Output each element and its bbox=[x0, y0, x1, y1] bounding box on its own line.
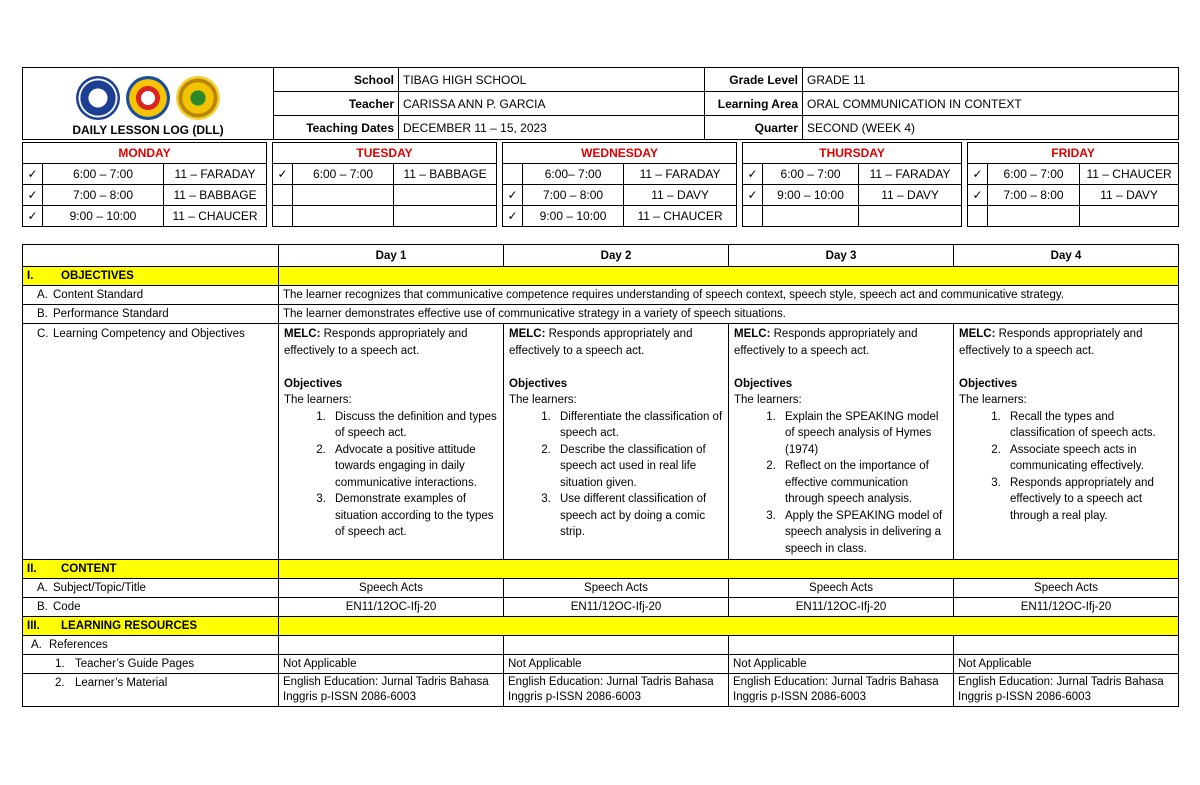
class-section bbox=[859, 206, 962, 227]
row-label-text: References bbox=[49, 639, 108, 651]
check-cell bbox=[743, 206, 763, 227]
class-time: 9:00 – 10:00 bbox=[43, 206, 164, 227]
tibag-high-school-seal-icon bbox=[176, 76, 220, 120]
section-title: LEARNING RESOURCES bbox=[61, 620, 198, 632]
class-section: 11 – DAVY bbox=[624, 185, 737, 206]
melc-text bbox=[509, 326, 723, 359]
logo-cell bbox=[23, 68, 274, 140]
objective-item: 1. Differentiate the classification of speech act. bbox=[554, 409, 723, 442]
grade-level-value: GRADE 11 bbox=[803, 68, 1179, 92]
quarter-label: Quarter bbox=[705, 116, 803, 140]
check-icon: ✓ bbox=[23, 206, 43, 227]
class-section: 11 – FARADAY bbox=[624, 164, 737, 185]
learners-material-value: English Education: Jurnal Tadris Bahasa Inggris p-ISSN 2086-6003 bbox=[279, 674, 504, 707]
row-label-text: Subject/Topic/Title bbox=[53, 582, 146, 594]
row-label-text: Code bbox=[53, 601, 81, 613]
objectives-cell bbox=[729, 324, 954, 560]
department-of-education-seal-icon bbox=[126, 76, 170, 120]
check-icon: ✓ bbox=[503, 206, 523, 227]
check-icon: ✓ bbox=[968, 164, 988, 185]
teachers-guide-value: Not Applicable bbox=[504, 655, 729, 674]
objectives-list bbox=[779, 409, 948, 558]
class-section: 11 – FARADAY bbox=[164, 164, 267, 185]
row-letter: C. bbox=[37, 328, 49, 340]
deped-seal-icon bbox=[76, 76, 120, 120]
check-cell bbox=[273, 185, 293, 206]
objective-item: 2. Associate speech acts in communicating effectively. bbox=[1004, 442, 1173, 475]
class-section: 11 – DAVY bbox=[1080, 185, 1179, 206]
code-label bbox=[23, 598, 279, 617]
objectives-cell bbox=[279, 324, 504, 560]
objective-item: 3. Responds appropriately and effectively to a speech act through a real play. bbox=[1004, 475, 1173, 525]
check-icon: ✓ bbox=[968, 185, 988, 206]
learners-intro: The learners: bbox=[734, 394, 802, 406]
section-fill bbox=[279, 267, 1179, 286]
objectives-heading: Objectives bbox=[959, 377, 1018, 390]
objective-item: 1. Discuss the definition and types of speech act. bbox=[329, 409, 498, 442]
code-value: EN11/12OC-Ifj-20 bbox=[729, 598, 954, 617]
code-value: EN11/12OC-Ifj-20 bbox=[279, 598, 504, 617]
teacher-label: Teacher bbox=[274, 92, 399, 116]
subject-value: Speech Acts bbox=[729, 579, 954, 598]
quarter-value: SECOND (WEEK 4) bbox=[803, 116, 1179, 140]
class-time: 7:00 – 8:00 bbox=[43, 185, 164, 206]
section-title: OBJECTIVES bbox=[61, 270, 134, 282]
objectives-cell bbox=[504, 324, 729, 560]
check-cell bbox=[968, 206, 988, 227]
blank-cell bbox=[504, 636, 729, 655]
learners-material-value: English Education: Jurnal Tadris Bahasa Inggris p-ISSN 2086-6003 bbox=[729, 674, 954, 707]
blank-cell bbox=[279, 636, 504, 655]
lesson-plan-table bbox=[22, 244, 1179, 707]
class-section: 11 – BABBAGE bbox=[164, 185, 267, 206]
teachers-guide-value: Not Applicable bbox=[954, 655, 1179, 674]
class-section bbox=[394, 185, 497, 206]
objectives-cell bbox=[954, 324, 1179, 560]
row-label-text: Teacher’s Guide Pages bbox=[75, 658, 195, 670]
class-time: 6:00 – 7:00 bbox=[43, 164, 164, 185]
melc-label: MELC: bbox=[509, 328, 546, 340]
performance-standard-value: The learner demonstrates effective use of communicative strategy in a variety of speech situations. bbox=[279, 305, 1179, 324]
day-name-thursday: THURSDAY bbox=[743, 143, 962, 164]
objectives-heading: Objectives bbox=[734, 377, 793, 390]
section-content bbox=[23, 560, 279, 579]
objectives-heading: Objectives bbox=[509, 377, 568, 390]
class-section: 11 – CHAUCER bbox=[1080, 164, 1179, 185]
teaching-dates-label: Teaching Dates bbox=[274, 116, 399, 140]
class-section: 11 – CHAUCER bbox=[624, 206, 737, 227]
day-header: Day 3 bbox=[729, 245, 954, 267]
grade-level-label: Grade Level bbox=[705, 68, 803, 92]
check-icon: ✓ bbox=[743, 185, 763, 206]
competency-label bbox=[23, 324, 279, 560]
class-time: 6:00 – 7:00 bbox=[293, 164, 394, 185]
objectives-heading: Objectives bbox=[284, 377, 343, 390]
references-label bbox=[23, 636, 279, 655]
teachers-guide-value: Not Applicable bbox=[729, 655, 954, 674]
section-title: CONTENT bbox=[61, 563, 117, 575]
day-header: Day 4 bbox=[954, 245, 1179, 267]
teaching-dates-value: DECEMBER 11 – 15, 2023 bbox=[399, 116, 705, 140]
header-table bbox=[22, 67, 1179, 140]
check-icon: ✓ bbox=[503, 185, 523, 206]
objective-item: 1. Explain the SPEAKING model of speech analysis of Hymes (1974) bbox=[779, 409, 948, 459]
row-letter: A. bbox=[37, 582, 48, 594]
class-time: 6:00 – 7:00 bbox=[988, 164, 1080, 185]
row-label-text: Performance Standard bbox=[53, 308, 169, 320]
objectives-list bbox=[554, 409, 723, 541]
learners-intro: The learners: bbox=[284, 394, 352, 406]
section-fill bbox=[279, 560, 1179, 579]
melc-label: MELC: bbox=[959, 328, 996, 340]
learners-intro: The learners: bbox=[509, 394, 577, 406]
class-time bbox=[988, 206, 1080, 227]
row-letter: B. bbox=[37, 308, 48, 320]
objective-item: 3. Use different classification of speech act by doing a comic strip. bbox=[554, 491, 723, 541]
page-title: DAILY LESSON LOG (DLL) bbox=[72, 123, 224, 137]
class-section: 11 – BABBAGE bbox=[394, 164, 497, 185]
objective-item: 3. Apply the SPEAKING model of speech analysis in delivering a speech in class. bbox=[779, 508, 948, 558]
row-letter: A. bbox=[31, 639, 42, 651]
melc-label: MELC: bbox=[734, 328, 771, 340]
section-fill bbox=[279, 617, 1179, 636]
section-objectives bbox=[23, 267, 279, 286]
performance-standard-label bbox=[23, 305, 279, 324]
day-header: Day 1 bbox=[279, 245, 504, 267]
melc-value: Responds appropriately and effectively to a speech act. bbox=[959, 328, 1143, 357]
class-time: 6:00– 7:00 bbox=[523, 164, 624, 185]
class-time: 7:00 – 8:00 bbox=[988, 185, 1080, 206]
blank-cell bbox=[729, 636, 954, 655]
row-label-text: Learning Competency and Objectives bbox=[53, 328, 245, 340]
class-section: 11 – FARADAY bbox=[859, 164, 962, 185]
objective-item: 1. Recall the types and classification of speech acts. bbox=[1004, 409, 1173, 442]
melc-text bbox=[284, 326, 498, 359]
check-icon: ✓ bbox=[273, 164, 293, 185]
objectives-list bbox=[329, 409, 498, 541]
class-section bbox=[394, 206, 497, 227]
check-cell bbox=[273, 206, 293, 227]
section-learning-resources bbox=[23, 617, 279, 636]
learning-area-value: ORAL COMMUNICATION IN CONTEXT bbox=[803, 92, 1179, 116]
day-name-wednesday: WEDNESDAY bbox=[503, 143, 737, 164]
day-header: Day 2 bbox=[504, 245, 729, 267]
class-time bbox=[763, 206, 859, 227]
teachers-guide-value: Not Applicable bbox=[279, 655, 504, 674]
check-cell bbox=[503, 164, 523, 185]
class-time bbox=[293, 206, 394, 227]
subject-label bbox=[23, 579, 279, 598]
content-standard-label bbox=[23, 286, 279, 305]
melc-label: MELC: bbox=[284, 328, 321, 340]
learners-material-value: English Education: Jurnal Tadris Bahasa Inggris p-ISSN 2086-6003 bbox=[954, 674, 1179, 707]
plan-header-blank bbox=[23, 245, 279, 267]
school-value: TIBAG HIGH SCHOOL bbox=[399, 68, 705, 92]
melc-value: Responds appropriately and effectively to a speech act. bbox=[734, 328, 918, 357]
code-value: EN11/12OC-Ifj-20 bbox=[954, 598, 1179, 617]
learners-material-value: English Education: Jurnal Tadris Bahasa Inggris p-ISSN 2086-6003 bbox=[504, 674, 729, 707]
melc-text bbox=[959, 326, 1173, 359]
row-label-text: Content Standard bbox=[53, 289, 144, 301]
content-standard-value: The learner recognizes that communicative competence requires understanding of speech context, speech style, speech act and communicative strategy. bbox=[279, 286, 1179, 305]
school-label: School bbox=[274, 68, 399, 92]
section-number: III. bbox=[27, 620, 40, 632]
melc-value: Responds appropriately and effectively to a speech act. bbox=[509, 328, 693, 357]
class-time: 9:00 – 10:00 bbox=[523, 206, 624, 227]
subject-value: Speech Acts bbox=[954, 579, 1179, 598]
blank-cell bbox=[954, 636, 1179, 655]
check-icon: ✓ bbox=[23, 164, 43, 185]
objective-item: 2. Reflect on the importance of effective communication through speech analysis. bbox=[779, 458, 948, 508]
objective-item: 3. Demonstrate examples of situation according to the types of speech act. bbox=[329, 491, 498, 541]
check-icon: ✓ bbox=[743, 164, 763, 185]
row-letter: B. bbox=[37, 601, 48, 613]
subject-value: Speech Acts bbox=[504, 579, 729, 598]
class-section: 11 – CHAUCER bbox=[164, 206, 267, 227]
objective-item: 2. Describe the classification of speech act used in real life situation given. bbox=[554, 442, 723, 492]
learners-intro: The learners: bbox=[959, 394, 1027, 406]
class-section bbox=[1080, 206, 1179, 227]
day-name-friday: FRIDAY bbox=[968, 143, 1179, 164]
melc-text bbox=[734, 326, 948, 359]
class-time bbox=[293, 185, 394, 206]
objective-item: 2. Advocate a positive attitude towards engaging in daily communicative interactions. bbox=[329, 442, 498, 492]
schedule-table bbox=[22, 142, 1179, 227]
class-section: 11 – DAVY bbox=[859, 185, 962, 206]
class-time: 7:00 – 8:00 bbox=[523, 185, 624, 206]
learning-area-label: Learning Area bbox=[705, 92, 803, 116]
check-icon: ✓ bbox=[23, 185, 43, 206]
subject-value: Speech Acts bbox=[279, 579, 504, 598]
class-time: 9:00 – 10:00 bbox=[763, 185, 859, 206]
row-label-text: Learner’s Material bbox=[75, 677, 168, 689]
section-number: II. bbox=[27, 563, 37, 575]
teachers-guide-label bbox=[23, 655, 279, 674]
row-number: 1. bbox=[55, 658, 65, 670]
objectives-list bbox=[1004, 409, 1173, 525]
section-number: I. bbox=[27, 270, 34, 282]
learners-material-label bbox=[23, 674, 279, 707]
day-name-tuesday: TUESDAY bbox=[273, 143, 497, 164]
teacher-value: CARISSA ANN P. GARCIA bbox=[399, 92, 705, 116]
class-time: 6:00 – 7:00 bbox=[763, 164, 859, 185]
row-number: 2. bbox=[55, 677, 65, 689]
day-name-monday: MONDAY bbox=[23, 143, 267, 164]
melc-value: Responds appropriately and effectively to a speech act. bbox=[284, 328, 468, 357]
row-letter: A. bbox=[37, 289, 48, 301]
code-value: EN11/12OC-Ifj-20 bbox=[504, 598, 729, 617]
